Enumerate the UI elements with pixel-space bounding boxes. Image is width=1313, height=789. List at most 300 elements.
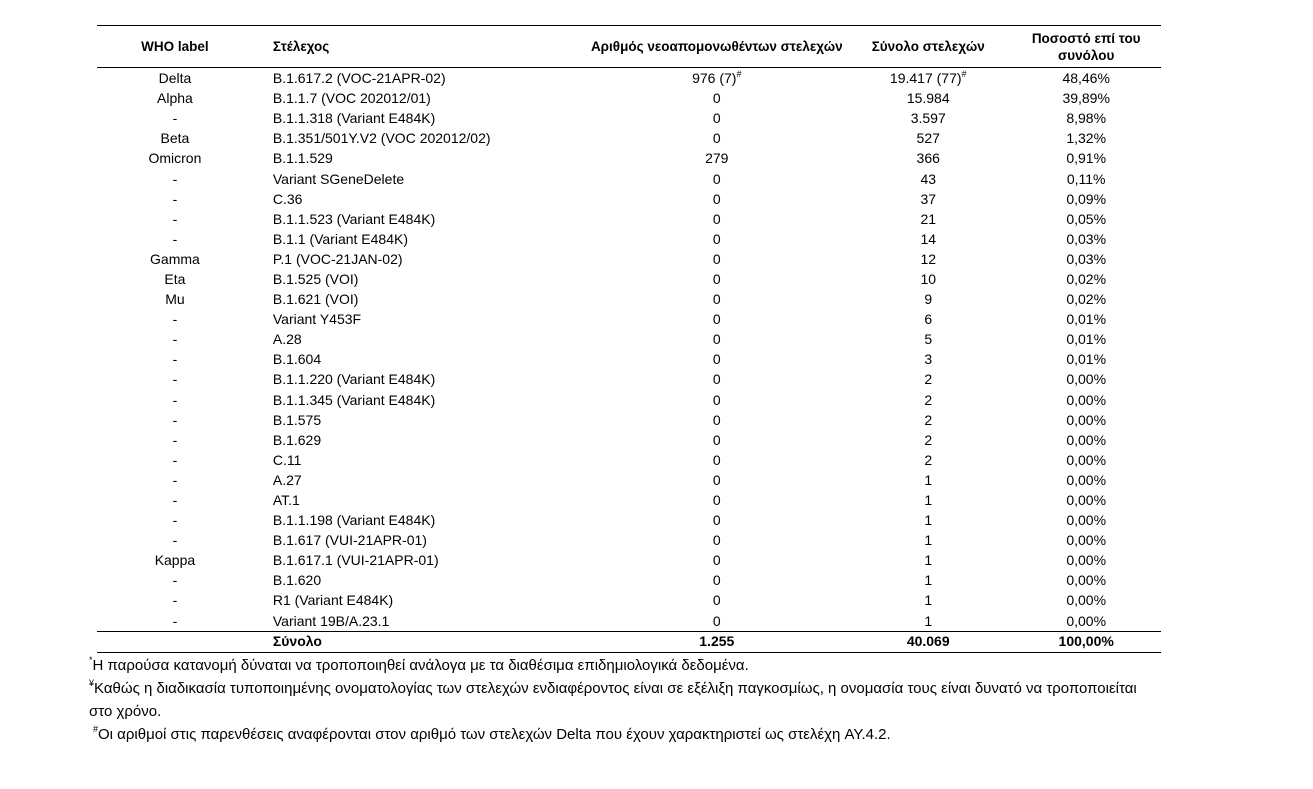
totals-empty-cell [97,631,253,652]
cell-total [845,550,1011,570]
cell-total [845,289,1011,309]
cell-who-label-value: Mu [165,291,185,308]
cell-who-label-value: - [172,351,178,368]
totals-isolated: 1.255 [588,631,845,652]
header-strain: Στέλεχος [253,26,589,68]
cell-who-label [97,570,253,590]
cell-percent-value: 0,00% [1066,471,1107,488]
cell-percent [1011,490,1161,510]
cell-who-label [97,369,253,389]
cell-strain [253,309,589,329]
cell-isolated [588,128,845,148]
cell-who-label-value: - [172,512,178,529]
cell-isolated [588,611,845,632]
cell-percent [1011,269,1161,289]
cell-isolated-value: 0 [712,270,721,287]
cell-total [845,88,1011,108]
cell-isolated [588,88,845,108]
cell-who-label [97,128,253,148]
cell-percent [1011,430,1161,450]
cell-percent [1011,470,1161,490]
cell-isolated [588,369,845,389]
cell-strain [253,390,589,410]
table-row [97,570,1161,590]
cell-total [845,410,1011,430]
cell-percent [1011,590,1161,610]
cell-total [845,249,1011,269]
table-row [97,289,1161,309]
header-isolated: Αριθμός νεοαπομονωθέντων στελεχών [588,26,845,68]
cell-total-value: 1 [924,471,933,488]
cell-isolated-value: 0 [712,391,721,408]
cell-percent [1011,289,1161,309]
cell-who-label [97,249,253,269]
table-row [97,309,1161,329]
cell-percent-value: 0,02% [1066,291,1107,308]
cell-who-label-value: - [172,612,178,629]
cell-isolated [588,410,845,430]
cell-strain-value: P.1 (VOC-21JAN-02) [272,250,403,267]
cell-who-label-value: - [172,411,178,428]
cell-strain-value: A.27 [272,471,302,488]
cell-who-label-value: Alpha [157,90,193,107]
cell-strain-value: Variant 19B/A.23.1 [272,612,390,629]
cell-total-value: 1 [924,532,933,549]
cell-percent [1011,128,1161,148]
cell-isolated [588,108,845,128]
cell-strain-value: B.1.1.7 (VOC 202012/01) [272,90,431,107]
cell-percent [1011,390,1161,410]
cell-isolated-value: 0 [712,291,721,308]
cell-percent-value: 0,00% [1066,612,1107,629]
cell-strain [253,289,589,309]
cell-percent-value: 0,01% [1066,351,1107,368]
cell-strain [253,329,589,349]
footnote-3 [89,723,1149,746]
table-row [97,611,1161,632]
table-row [97,329,1161,349]
cell-strain-value: B.1.351/501Y.V2 (VOC 202012/02) [272,130,491,147]
cell-strain [253,490,589,510]
cell-total [845,269,1011,289]
table-row [97,590,1161,610]
cell-isolated [588,430,845,450]
cell-total-value: 366 [916,150,940,167]
cell-total [845,430,1011,450]
table-row [97,510,1161,530]
cell-total [845,470,1011,490]
cell-who-label-value: - [172,331,178,348]
cell-isolated [588,590,845,610]
cell-isolated-value: 0 [712,371,721,388]
cell-total-value: 5 [924,331,933,348]
cell-isolated-value: 0 [712,110,721,127]
cell-isolated [588,450,845,470]
cell-percent-value: 0,00% [1066,572,1107,589]
cell-strain-value: AT.1 [272,492,300,509]
cell-percent [1011,189,1161,209]
cell-percent-value: 1,32% [1066,130,1107,147]
cell-isolated-value: 0 [712,311,721,328]
cell-who-label [97,510,253,530]
table-header [97,26,1161,68]
cell-who-label-value: - [172,451,178,468]
cell-strain-value: Variant Y453F [272,311,362,328]
cell-total-value: 21 [920,210,937,227]
cell-strain-value: B.1.617.2 (VOC-21APR-02) [272,70,446,87]
cell-who-label-value: - [172,110,178,127]
cell-who-label [97,309,253,329]
cell-percent-value: 48,46% [1062,70,1110,87]
cell-strain [253,430,589,450]
cell-percent-value: 0,00% [1066,592,1107,609]
cell-who-label [97,209,253,229]
cell-isolated [588,329,845,349]
cell-strain [253,550,589,570]
footnote-1-text: Η παρούσα κατανομή δύναται να τροποποιηθεί ανάλογα με τα διαθέσιμα επιδημιολογικά δεδομένα. [92,657,749,674]
table-row [97,229,1161,249]
cell-isolated-value: 976 (7) [692,70,737,87]
cell-isolated [588,570,845,590]
cell-percent-value: 0,02% [1066,270,1107,287]
cell-isolated [588,249,845,269]
cell-total [845,128,1011,148]
table-row [97,490,1161,510]
cell-who-label [97,530,253,550]
cell-who-label-value: - [172,391,178,408]
cell-percent-value: 39,89% [1062,90,1110,107]
cell-total [845,349,1011,369]
cell-percent [1011,148,1161,168]
cell-strain-value: B.1.525 (VOI) [272,270,359,287]
cell-isolated-value: 0 [712,552,721,569]
cell-percent [1011,88,1161,108]
cell-percent [1011,329,1161,349]
cell-total [845,229,1011,249]
cell-total [845,530,1011,550]
cell-percent [1011,450,1161,470]
cell-strain [253,189,589,209]
cell-percent-value: 0,00% [1066,371,1107,388]
cell-percent [1011,108,1161,128]
cell-strain-value: B.1.1.198 (Variant E484K) [272,512,436,529]
cell-isolated-value: 0 [712,130,721,147]
cell-percent-value: 0,00% [1066,492,1107,509]
table-row [97,430,1161,450]
table-row [97,349,1161,369]
cell-total-value: 15.984 [906,90,950,107]
footnote-2 [89,677,1149,723]
cell-who-label-value: - [172,592,178,609]
table-row [97,189,1161,209]
cell-total-value: 3.597 [910,110,946,127]
cell-isolated [588,148,845,168]
cell-percent-value: 8,98% [1066,110,1107,127]
totals-label: Σύνολο [253,631,589,652]
cell-strain [253,510,589,530]
cell-percent [1011,249,1161,269]
cell-isolated-value: 0 [712,451,721,468]
cell-isolated [588,68,845,89]
cell-percent [1011,611,1161,632]
cell-percent [1011,229,1161,249]
cell-strain [253,269,589,289]
cell-total-value: 9 [924,291,933,308]
cell-total [845,590,1011,610]
cell-total [845,189,1011,209]
cell-who-label [97,269,253,289]
footnote-1 [89,654,1149,677]
cell-who-label [97,590,253,610]
header-total: Σύνολο στελεχών [845,26,1011,68]
cell-percent-value: 0,00% [1066,512,1107,529]
table-row [97,148,1161,168]
cell-total [845,68,1011,89]
cell-strain-value: B.1.1.220 (Variant E484K) [272,371,436,388]
cell-total [845,329,1011,349]
cell-percent-value: 0,00% [1066,431,1107,448]
cell-who-label-value: - [172,210,178,227]
cell-strain-value: B.1.629 [272,431,322,448]
cell-isolated [588,390,845,410]
table-row [97,269,1161,289]
cell-who-label-value: - [172,572,178,589]
cell-isolated-value: 0 [712,230,721,247]
cell-isolated-value: 0 [712,250,721,267]
cell-who-label-value: - [172,371,178,388]
cell-who-label [97,88,253,108]
cell-isolated-value: 279 [705,150,729,167]
cell-strain-value: Variant SGeneDelete [272,170,405,187]
cell-percent-value: 0,09% [1066,190,1107,207]
cell-who-label [97,329,253,349]
cell-strain [253,450,589,470]
cell-total-value: 2 [924,411,933,428]
cell-strain-value: B.1.604 [272,351,322,368]
cell-who-label-value: - [172,532,178,549]
cell-strain [253,570,589,590]
table-row [97,249,1161,269]
table-row [97,168,1161,188]
cell-percent-value: 0,05% [1066,210,1107,227]
cell-isolated-value: 0 [712,411,721,428]
cell-isolated-value: 0 [712,592,721,609]
cell-percent-value: 0,00% [1066,451,1107,468]
cell-who-label-value: - [172,170,178,187]
cell-who-label [97,390,253,410]
footnote-2-mark: ¥ [89,678,95,688]
cell-who-label-value: Omicron [148,150,202,167]
cell-strain [253,530,589,550]
cell-total-value: 6 [924,311,933,328]
cell-isolated-value: 0 [712,572,721,589]
cell-percent-value: 0,00% [1066,552,1107,569]
cell-total-value: 19.417 (77) [889,70,962,87]
cell-total-value: 1 [924,512,933,529]
cell-total [845,369,1011,389]
cell-strain [253,88,589,108]
cell-who-label [97,108,253,128]
cell-strain-value: A.28 [272,331,302,348]
cell-isolated-mark: # [736,69,742,80]
cell-who-label [97,68,253,89]
cell-strain [253,128,589,148]
cell-isolated-value: 0 [712,210,721,227]
cell-percent-value: 0,00% [1066,391,1107,408]
table-row [97,550,1161,570]
cell-who-label [97,289,253,309]
cell-total [845,570,1011,590]
footnote-3-mark: # [93,724,99,734]
cell-isolated-value: 0 [712,431,721,448]
totals-row [97,631,1161,652]
table-footer [97,631,1161,652]
table-row [97,369,1161,389]
cell-total-value: 1 [924,612,933,629]
cell-strain [253,349,589,369]
cell-strain-value: B.1.1 (Variant E484K) [272,230,409,247]
cell-strain-value: C.11 [272,451,302,468]
cell-who-label [97,430,253,450]
cell-percent [1011,510,1161,530]
cell-who-label-value: Beta [160,130,190,147]
cell-isolated [588,269,845,289]
cell-isolated-value: 0 [712,170,721,187]
cell-who-label [97,450,253,470]
cell-strain [253,68,589,89]
cell-strain [253,168,589,188]
cell-strain [253,590,589,610]
cell-percent-value: 0,00% [1066,411,1107,428]
cell-total-value: 3 [924,351,933,368]
cell-who-label-value: - [172,230,178,247]
cell-who-label [97,611,253,632]
cell-who-label-value: - [172,471,178,488]
footnote-1-mark: * [89,655,93,665]
table-row [97,410,1161,430]
cell-total-value: 1 [924,572,933,589]
header-who-label: WHO label [97,26,253,68]
cell-who-label [97,490,253,510]
totals-total: 40.069 [845,631,1011,652]
cell-percent-value: 0,03% [1066,250,1107,267]
cell-isolated [588,349,845,369]
cell-who-label-value: - [172,311,178,328]
table-row [97,128,1161,148]
cell-isolated [588,189,845,209]
cell-strain-value: B.1.620 [272,572,322,589]
table-row [97,88,1161,108]
table-body [97,68,1161,632]
footnote-2-text: Καθώς η διαδικασία τυποποιημένης ονοματολογίας των στελεχών ενδιαφέροντος είναι σε εξέλιξη παγκοσμίως, η ονομασία τους είναι δυνατό να τροποποιείται στο χρόνο. [89,680,1137,720]
cell-total-value: 1 [924,552,933,569]
totals-percent: 100,00% [1011,631,1161,652]
cell-percent-value: 0,03% [1066,230,1107,247]
cell-who-label [97,168,253,188]
cell-total [845,390,1011,410]
cell-who-label [97,550,253,570]
cell-strain [253,249,589,269]
cell-total-value: 1 [924,492,933,509]
cell-isolated [588,510,845,530]
table-row [97,68,1161,89]
footnote-3-text: Οι αριθμοί στις παρενθέσεις αναφέρονται στον αριθμό των στελεχών Delta που έχουν χαρακτηριστεί ως στελέχη AY.4.2. [98,726,891,743]
cell-isolated-value: 0 [712,612,721,629]
cell-total [845,309,1011,329]
variants-table [97,25,1161,653]
cell-total [845,148,1011,168]
cell-strain [253,229,589,249]
cell-who-label-value: Kappa [154,552,196,569]
cell-who-label [97,470,253,490]
cell-isolated-value: 0 [712,532,721,549]
cell-isolated-value: 0 [712,471,721,488]
cell-isolated-value: 0 [712,90,721,107]
cell-percent [1011,550,1161,570]
table-row [97,450,1161,470]
cell-isolated [588,550,845,570]
cell-percent [1011,309,1161,329]
cell-who-label [97,410,253,430]
table-row [97,390,1161,410]
cell-total [845,209,1011,229]
cell-total [845,168,1011,188]
cell-isolated-value: 0 [712,351,721,368]
cell-total-value: 2 [924,451,933,468]
cell-total-value: 527 [916,130,940,147]
cell-percent [1011,68,1161,89]
cell-percent-value: 0,11% [1066,170,1106,187]
cell-percent-value: 0,91% [1066,150,1107,167]
cell-who-label-value: Gamma [150,250,200,267]
cell-total [845,611,1011,632]
cell-percent [1011,530,1161,550]
table-row [97,209,1161,229]
cell-who-label [97,148,253,168]
cell-strain-value: B.1.1.523 (Variant E484K) [272,210,436,227]
cell-total [845,490,1011,510]
cell-percent [1011,570,1161,590]
cell-total [845,108,1011,128]
cell-isolated [588,309,845,329]
cell-percent [1011,410,1161,430]
cell-strain [253,410,589,430]
cell-percent [1011,209,1161,229]
cell-who-label [97,349,253,369]
cell-total-value: 12 [920,250,937,267]
cell-isolated-value: 0 [712,331,721,348]
cell-strain [253,108,589,128]
cell-isolated [588,289,845,309]
table-row [97,530,1161,550]
footnotes [89,654,1149,746]
cell-isolated [588,470,845,490]
cell-strain [253,148,589,168]
cell-who-label-value: Eta [164,270,186,287]
cell-percent-value: 0,00% [1066,532,1107,549]
cell-strain-value: B.1.1.529 [272,150,333,167]
cell-who-label-value: - [172,492,178,509]
cell-total [845,510,1011,530]
cell-total-mark: # [961,69,967,80]
cell-total [845,450,1011,470]
cell-strain-value: R1 (Variant E484K) [272,592,394,609]
cell-strain [253,369,589,389]
cell-who-label [97,189,253,209]
cell-total-value: 2 [924,391,933,408]
cell-percent [1011,369,1161,389]
cell-total-value: 1 [924,592,933,609]
